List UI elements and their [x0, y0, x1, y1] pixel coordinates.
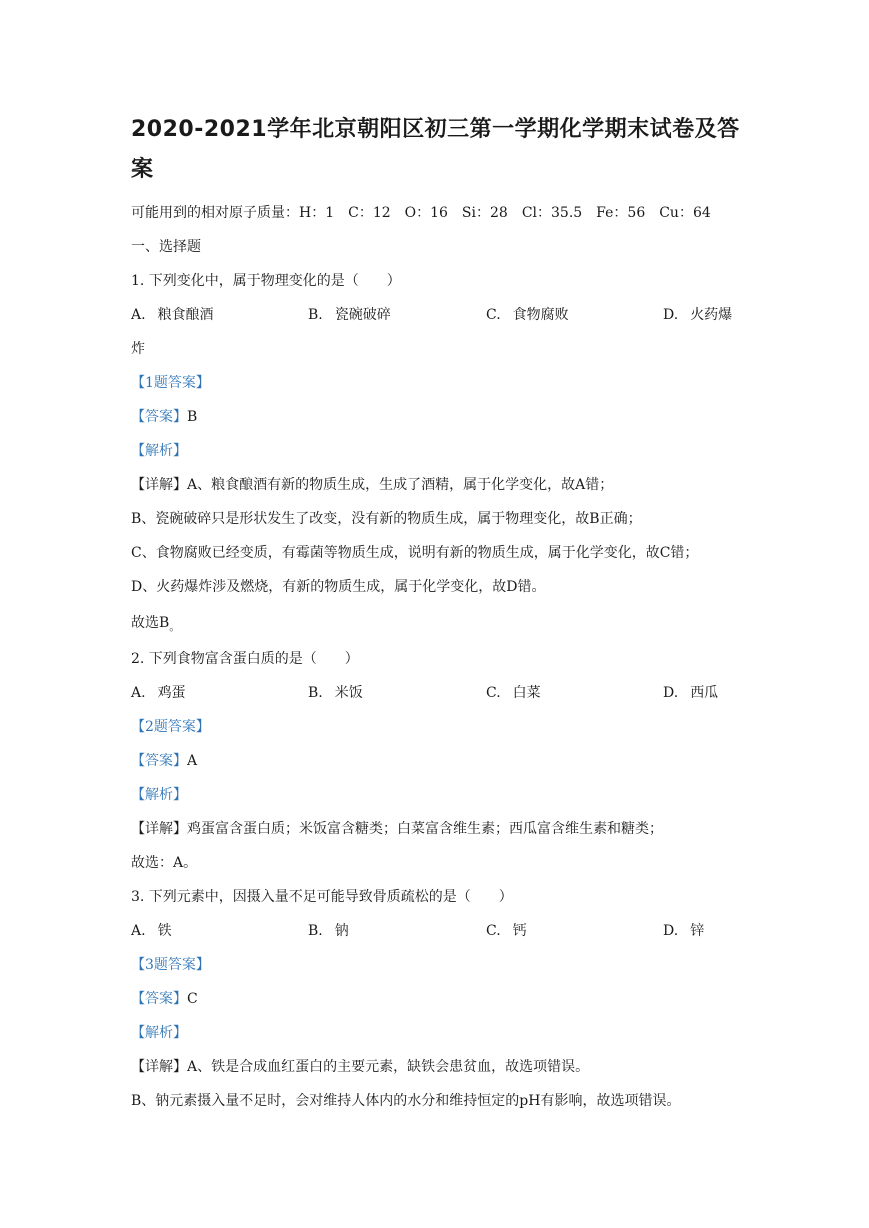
question-2-options	[131, 676, 741, 710]
question-2-stem: 2. 下列食物富含蛋白质的是（ ）	[131, 651, 359, 667]
q3-option-b: B. 钠	[308, 923, 349, 939]
question-3-stem: 3. 下列元素中，因摄入量不足可能导致骨质疏松的是（ ）	[131, 889, 513, 905]
q3-analysis-label: 【解析】	[131, 1025, 187, 1041]
q2-answer	[131, 744, 741, 778]
q3-answer-value: C	[187, 991, 198, 1007]
q1-answer-heading: 【1题答案】	[131, 375, 210, 391]
q1-option-d-wrap: 炸	[131, 341, 145, 357]
q2-detail-label: 【详解】	[131, 821, 187, 837]
q3-option-d: D. 锌	[663, 923, 705, 939]
q2-answer-label: 【答案】	[131, 753, 187, 769]
q3-option-c: C. 钙	[486, 923, 527, 939]
q3-detail-label: 【详解】	[131, 1059, 187, 1075]
q1-detail-2: B、瓷碗破碎只是形状发生了改变，没有新的物质生成，属于物理变化，故B正确；	[131, 511, 642, 527]
q3-answer-label: 【答案】	[131, 991, 187, 1007]
q2-analysis-label: 【解析】	[131, 787, 187, 803]
q2-option-d: D. 西瓜	[663, 685, 719, 701]
document-title	[131, 110, 741, 190]
q1-option-b: B. 瓷碗破碎	[308, 307, 391, 323]
q1-answer-value: B	[187, 409, 198, 425]
q2-option-a: A. 鸡蛋	[131, 685, 186, 701]
q1-detail-label: 【详解】	[131, 477, 187, 493]
q1-option-a: A. 粮食酿酒	[131, 307, 214, 323]
q1-option-c: C. 食物腐败	[486, 307, 569, 323]
q2-answer-value: A	[187, 753, 198, 769]
q2-answer-heading: 【2题答案】	[131, 719, 210, 735]
q1-analysis-label: 【解析】	[131, 443, 187, 459]
q1-option-d: D. 火药爆	[663, 307, 733, 323]
q1-detail-1: 【详解】A、粮食酿酒有新的物质生成，生成了酒精，属于化学变化，故A错；	[131, 477, 614, 493]
q2-detail-1: 【详解】鸡蛋富含蛋白质；米饭富含糖类；白菜富含维生素；西瓜富含维生素和糖类；	[131, 821, 663, 837]
q3-detail-1: 【详解】A、铁是合成血红蛋白的主要元素，缺铁会患贫血，故选项错误。	[131, 1059, 590, 1075]
title-line-2: 案	[131, 157, 154, 182]
q1-detail-4: D、火药爆炸涉及燃烧，有新的物质生成，属于化学变化，故D错。	[131, 579, 546, 595]
q3-answer-heading: 【3题答案】	[131, 957, 210, 973]
q3-option-a: A. 铁	[131, 923, 172, 939]
q1-conclusion: 故选$B_。$	[131, 615, 181, 633]
question-1-stem: 1. 下列变化中，属于物理变化的是（ ）	[131, 273, 401, 289]
q2-option-c: C. 白菜	[486, 685, 541, 701]
title-line-1: 2020-2021学年北京朝阳区初三第一学期化学期末试卷及答	[131, 117, 740, 142]
question-3-options	[131, 914, 741, 948]
q2-option-b: B. 米饭	[308, 685, 363, 701]
q3-detail-2: B、钠元素摄入量不足时，会对维持人体内的水分和维持恒定的pH有影响，故选项错误。	[131, 1093, 681, 1109]
q1-answer-label: 【答案】	[131, 409, 187, 425]
q1-answer	[131, 400, 741, 434]
q3-answer	[131, 982, 741, 1016]
exam-page	[131, 110, 741, 1118]
section-heading: 一、选择题	[131, 239, 201, 255]
q2-conclusion: 故选：A。	[131, 855, 198, 871]
question-1-options	[131, 298, 741, 332]
q1-detail-3: C、食物腐败已经变质，有霉菌等物质生成，说明有新的物质生成，属于化学变化，故C错；	[131, 545, 699, 561]
atomic-mass-note: 可能用到的相对原子质量：H：1 C：12 O：16 Si：28 Cl：35.5 Fe：56 Cu：64	[131, 205, 711, 221]
